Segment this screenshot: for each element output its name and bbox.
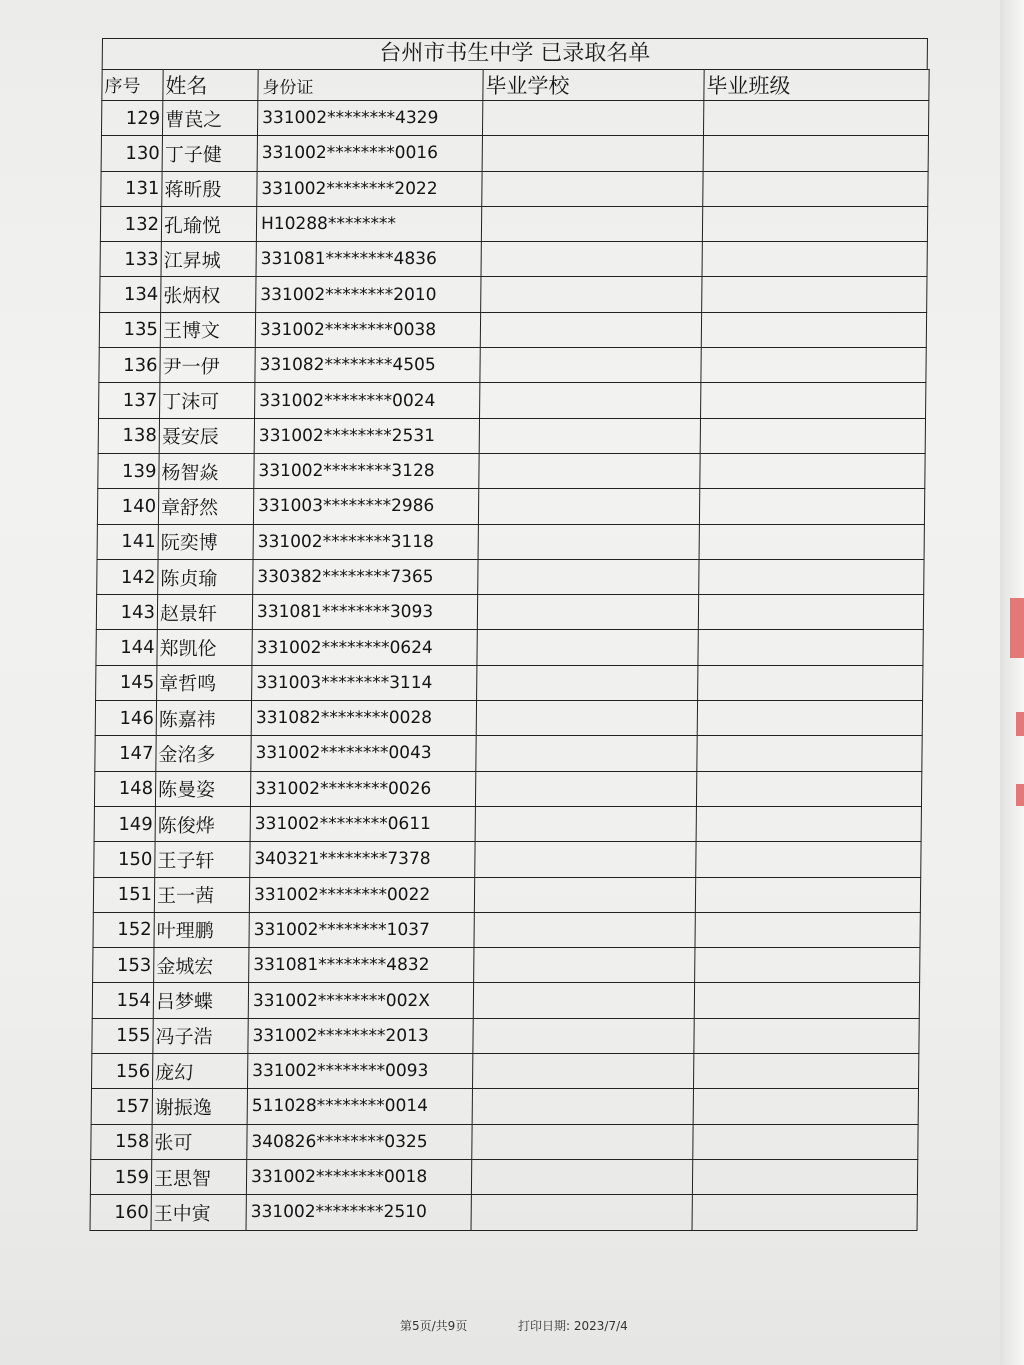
row-number: 136 <box>99 348 160 383</box>
row-number: 139 <box>98 453 159 488</box>
table-row <box>94 771 921 806</box>
table-row <box>97 524 924 559</box>
graduated-class-cell <box>695 877 920 912</box>
table-row <box>95 736 922 771</box>
student-name: 王中寅 <box>151 1195 246 1230</box>
student-name: 金城宏 <box>154 948 249 983</box>
row-number: 147 <box>95 736 156 771</box>
graduated-school-cell <box>472 1054 693 1089</box>
table-row <box>96 595 923 630</box>
graduated-class-cell <box>695 912 920 947</box>
graduated-school-cell <box>478 489 699 524</box>
graduated-school-cell <box>475 771 696 806</box>
student-name: 章舒然 <box>158 489 253 524</box>
table-row <box>93 948 920 983</box>
table-row <box>93 877 920 912</box>
row-number: 149 <box>94 806 155 841</box>
graduated-class-cell <box>696 842 921 877</box>
graduated-school-cell <box>480 312 701 347</box>
table-row <box>97 489 924 524</box>
id-number: 331002********0024 <box>255 383 480 418</box>
id-number: 330382********7365 <box>253 559 478 594</box>
graduated-school-cell <box>477 665 698 700</box>
red-stamp-mark <box>1016 784 1024 806</box>
graduated-class-cell <box>702 206 927 241</box>
student-name: 尹一伊 <box>160 348 255 383</box>
table-row <box>99 312 926 347</box>
graduated-school-cell <box>474 877 695 912</box>
graduated-school-cell <box>476 736 697 771</box>
row-number: 141 <box>97 524 158 559</box>
graduated-school-cell <box>480 383 701 418</box>
table-row <box>96 630 923 665</box>
student-name: 陈贞瑜 <box>158 559 253 594</box>
row-number: 129 <box>101 101 162 136</box>
student-name: 陈曼姿 <box>155 771 250 806</box>
graduated-class-cell <box>698 665 923 700</box>
student-name: 蒋昕殷 <box>162 171 257 206</box>
id-number: 331002********0022 <box>249 877 474 912</box>
table-row <box>93 912 920 947</box>
table-row <box>100 277 927 312</box>
student-name: 江昇城 <box>161 242 256 277</box>
graduated-school-cell <box>481 277 702 312</box>
document-title: 台州市书生中学 已录取名单 <box>102 38 928 69</box>
graduated-class-cell <box>697 736 922 771</box>
row-number: 140 <box>97 489 158 524</box>
graduated-class-cell <box>699 489 924 524</box>
row-number: 144 <box>96 630 157 665</box>
table-row <box>90 1159 917 1194</box>
student-name: 王思智 <box>151 1159 246 1194</box>
print-date: 打印日期: 2023/7/4 <box>518 1319 628 1333</box>
student-name: 吕梦蝶 <box>153 983 248 1018</box>
row-number: 135 <box>99 312 160 347</box>
id-number: 340826********0325 <box>247 1124 472 1159</box>
admission-table <box>90 69 930 1231</box>
admission-list-document <box>67 38 950 1308</box>
id-number: 331002********0018 <box>246 1159 471 1194</box>
graduated-school-cell <box>473 983 694 1018</box>
id-number: 340321********7378 <box>250 842 475 877</box>
red-stamp-mark <box>1016 712 1024 736</box>
row-number: 138 <box>98 418 159 453</box>
row-number: 156 <box>91 1054 152 1089</box>
id-number: 331002********0043 <box>251 736 476 771</box>
id-number: 331002********3118 <box>253 524 478 559</box>
graduated-class-cell <box>700 418 925 453</box>
student-name: 张可 <box>152 1124 247 1159</box>
id-number: 331002********0093 <box>247 1054 472 1089</box>
table-row <box>99 348 926 383</box>
table-row <box>97 559 924 594</box>
student-name: 聂安辰 <box>159 418 254 453</box>
row-number: 145 <box>96 665 157 700</box>
id-number: 331081********4832 <box>249 948 474 983</box>
graduated-class-cell <box>701 383 926 418</box>
table-row <box>92 983 919 1018</box>
student-name: 丁子健 <box>162 136 257 171</box>
table-row <box>96 665 923 700</box>
id-number: 511028********0014 <box>247 1089 472 1124</box>
graduated-school-cell <box>478 524 699 559</box>
student-name: 丁沫可 <box>160 383 255 418</box>
graduated-class-cell <box>702 242 927 277</box>
row-number: 152 <box>93 912 154 947</box>
student-name: 陈嘉祎 <box>156 701 251 736</box>
graduated-class-cell <box>701 312 926 347</box>
table-row <box>101 136 928 171</box>
graduated-class-cell <box>703 171 928 206</box>
graduated-school-cell <box>474 948 695 983</box>
graduated-class-cell <box>692 1159 917 1194</box>
header-id: 身份证 <box>258 70 483 101</box>
table-row <box>98 418 925 453</box>
graduated-school-cell <box>478 559 699 594</box>
student-name: 章哲鸣 <box>157 665 252 700</box>
graduated-school-cell <box>482 136 703 171</box>
graduated-class-cell <box>693 1054 918 1089</box>
row-number: 148 <box>94 771 155 806</box>
header-no: 序号 <box>102 70 163 101</box>
table-row <box>99 383 926 418</box>
id-number: 331002********2510 <box>246 1195 471 1230</box>
graduated-school-cell <box>475 842 696 877</box>
student-name: 王子轩 <box>155 842 250 877</box>
id-number: H10288******** <box>256 206 481 241</box>
student-name: 赵景轩 <box>157 595 252 630</box>
id-number: 331002********2010 <box>256 277 481 312</box>
table-header-row <box>102 70 929 101</box>
table-row <box>100 242 927 277</box>
row-number: 155 <box>92 1018 153 1053</box>
id-number: 331002********0026 <box>250 771 475 806</box>
graduated-school-cell <box>480 348 701 383</box>
row-number: 150 <box>94 842 155 877</box>
student-name: 叶理鹏 <box>154 912 249 947</box>
id-number: 331081********4836 <box>256 242 481 277</box>
row-number: 153 <box>93 948 154 983</box>
id-number: 331081********3093 <box>252 595 477 630</box>
student-name: 庞幻 <box>152 1054 247 1089</box>
id-number: 331002********2022 <box>257 171 482 206</box>
page-number: 第5页/共9页 <box>400 1319 468 1333</box>
graduated-school-cell <box>481 242 702 277</box>
student-name: 郑凯伦 <box>157 630 252 665</box>
graduated-school-cell <box>477 595 698 630</box>
table-row <box>94 806 921 841</box>
student-name: 孔瑜悦 <box>161 206 256 241</box>
header-name: 姓名 <box>163 70 258 101</box>
student-name: 金洺多 <box>156 736 251 771</box>
graduated-class-cell <box>696 806 921 841</box>
table-row <box>92 1018 919 1053</box>
row-number: 146 <box>95 701 156 736</box>
graduated-school-cell <box>472 1124 693 1159</box>
student-name: 阮奕博 <box>158 524 253 559</box>
graduated-class-cell <box>693 1124 918 1159</box>
graduated-school-cell <box>472 1089 693 1124</box>
table-row <box>101 101 928 136</box>
row-number: 132 <box>100 206 161 241</box>
graduated-school-cell <box>476 701 697 736</box>
table-row <box>98 453 925 488</box>
student-name: 王博文 <box>160 312 255 347</box>
id-number: 331002********0611 <box>250 806 475 841</box>
student-name: 冯子浩 <box>153 1018 248 1053</box>
row-number: 157 <box>91 1089 152 1124</box>
graduated-school-cell <box>482 101 703 136</box>
student-name: 谢振逸 <box>152 1089 247 1124</box>
table-row <box>91 1124 918 1159</box>
graduated-class-cell <box>701 348 926 383</box>
graduated-class-cell <box>696 771 921 806</box>
red-stamp-mark <box>1010 598 1024 658</box>
student-name: 曹苠之 <box>162 101 257 136</box>
header-school: 毕业学校 <box>483 70 704 101</box>
graduated-class-cell <box>692 1195 917 1230</box>
graduated-class-cell <box>703 101 928 136</box>
graduated-school-cell <box>479 453 700 488</box>
id-number: 331002********3128 <box>254 453 479 488</box>
row-number: 137 <box>99 383 160 418</box>
id-number: 331002********0038 <box>255 312 480 347</box>
graduated-school-cell <box>471 1159 692 1194</box>
table-row <box>90 1195 917 1230</box>
table-row <box>100 206 927 241</box>
graduated-class-cell <box>698 630 923 665</box>
row-number: 160 <box>90 1195 151 1230</box>
header-class: 毕业班级 <box>704 70 929 101</box>
student-name: 张炳权 <box>161 277 256 312</box>
row-number: 151 <box>93 877 154 912</box>
student-name: 杨智焱 <box>159 453 254 488</box>
graduated-class-cell <box>694 1018 919 1053</box>
table-row <box>91 1054 918 1089</box>
id-number: 331002********4329 <box>257 101 482 136</box>
graduated-class-cell <box>698 595 923 630</box>
row-number: 134 <box>100 277 161 312</box>
graduated-class-cell <box>695 948 920 983</box>
graduated-school-cell <box>479 418 700 453</box>
row-number: 154 <box>92 983 153 1018</box>
id-number: 331002********0624 <box>252 630 477 665</box>
adjacent-paper-edge <box>1000 0 1024 1365</box>
graduated-school-cell <box>475 806 696 841</box>
row-number: 130 <box>101 136 162 171</box>
graduated-school-cell <box>482 171 703 206</box>
graduated-class-cell <box>697 701 922 736</box>
graduated-class-cell <box>702 277 927 312</box>
row-number: 158 <box>91 1124 152 1159</box>
graduated-class-cell <box>699 559 924 594</box>
row-number: 142 <box>97 559 158 594</box>
graduated-school-cell <box>473 1018 694 1053</box>
id-number: 331082********0028 <box>251 701 476 736</box>
id-number: 331002********1037 <box>249 912 474 947</box>
id-number: 331003********3114 <box>252 665 477 700</box>
row-number: 133 <box>100 242 161 277</box>
graduated-class-cell <box>699 524 924 559</box>
graduated-school-cell <box>474 912 695 947</box>
graduated-school-cell <box>477 630 698 665</box>
table-row <box>94 842 921 877</box>
graduated-school-cell <box>481 206 702 241</box>
graduated-class-cell <box>703 136 928 171</box>
id-number: 331003********2986 <box>253 489 478 524</box>
student-name: 王一茜 <box>154 877 249 912</box>
table-row <box>101 171 928 206</box>
id-number: 331002********2013 <box>248 1018 473 1053</box>
student-name: 陈俊烨 <box>155 806 250 841</box>
id-number: 331002********2531 <box>254 418 479 453</box>
graduated-school-cell <box>471 1195 692 1230</box>
row-number: 159 <box>90 1159 151 1194</box>
id-number: 331002********0016 <box>257 136 482 171</box>
id-number: 331002********002X <box>248 983 473 1018</box>
table-row <box>91 1089 918 1124</box>
graduated-class-cell <box>700 453 925 488</box>
row-number: 143 <box>96 595 157 630</box>
table-row <box>95 701 922 736</box>
id-number: 331082********4505 <box>255 348 480 383</box>
row-number: 131 <box>101 171 162 206</box>
graduated-class-cell <box>694 983 919 1018</box>
graduated-class-cell <box>693 1089 918 1124</box>
